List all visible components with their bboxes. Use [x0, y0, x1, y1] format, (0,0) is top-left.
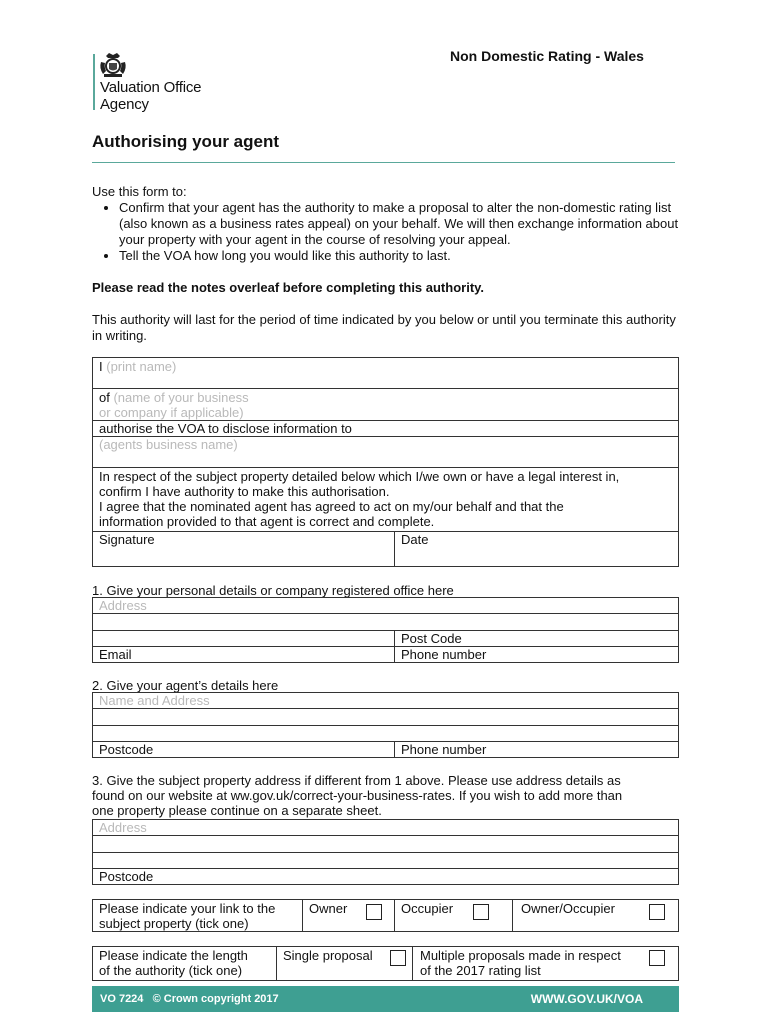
col-divider — [412, 947, 413, 980]
col-divider — [276, 947, 277, 980]
col-divider — [394, 630, 395, 662]
agent-phone-field[interactable]: Phone number — [401, 742, 487, 757]
property-link-label — [99, 901, 275, 931]
col-divider — [302, 900, 303, 931]
intro-lead: Use this form to: — [92, 184, 187, 199]
occupier-checkbox[interactable] — [473, 904, 489, 920]
statement-line: confirm I have authority to make this authorisation. — [99, 484, 390, 499]
agency-name-line2: Agency — [100, 96, 149, 113]
col-divider — [512, 900, 513, 931]
business-name-placeholder-2: or company if applicable) — [99, 405, 244, 420]
intro-bullet-list — [92, 200, 682, 264]
row-divider — [93, 741, 678, 742]
row-divider — [93, 725, 678, 726]
section3-heading — [92, 773, 682, 818]
property-address-field[interactable]: Address — [99, 820, 147, 835]
royal-crest-icon — [98, 52, 128, 78]
occupier-option-label: Occupier — [401, 901, 454, 916]
business-name-field[interactable] — [99, 390, 249, 420]
property-link-label-line: Please indicate your link to the — [99, 901, 276, 916]
footer-website-link[interactable]: WWW.GOV.UK/VOA — [530, 992, 643, 1006]
agency-logo-text — [100, 79, 201, 113]
agent-postcode-field[interactable]: Postcode — [99, 742, 154, 757]
row-divider — [93, 388, 678, 389]
signature-field[interactable]: Signature — [99, 532, 155, 547]
authorisation-statement — [99, 469, 677, 529]
business-name-placeholder: (name of your business — [113, 390, 249, 405]
agent-business-name-field[interactable]: (agents business name) — [99, 437, 238, 452]
single-proposal-checkbox[interactable] — [390, 950, 406, 966]
statement-line: information provided to that agent is correct and complete. — [99, 514, 435, 529]
authority-length-label-line: of the authority (tick one) — [99, 963, 243, 978]
authority-box — [92, 357, 679, 567]
authority-length-label — [99, 948, 248, 978]
intro-section — [92, 184, 682, 344]
agent-details-box — [92, 692, 679, 758]
owner-occupier-checkbox[interactable] — [649, 904, 665, 920]
phone-field[interactable]: Phone number — [401, 647, 487, 662]
multiple-proposals-checkbox[interactable] — [649, 950, 665, 966]
row-divider — [93, 467, 678, 468]
i-label: I — [99, 359, 103, 374]
row-divider — [93, 646, 678, 647]
owner-occupier-option-label: Owner/Occupier — [521, 901, 615, 916]
form-region: Non Domestic Rating - Wales — [450, 48, 644, 64]
property-link-label-line: subject property (tick one) — [99, 916, 249, 931]
duration-text: This authority will last for the period of time indicated by you below or until you terminate this authority in writing. — [92, 312, 676, 343]
print-name-field[interactable] — [99, 359, 176, 374]
section2-heading: 2. Give your agent’s details here — [92, 678, 279, 693]
statement-line: In respect of the subject property detailed below which I/we own or have a legal interest in, — [99, 469, 620, 484]
row-divider — [93, 835, 678, 836]
col-divider — [394, 900, 395, 931]
footer-bar — [92, 986, 679, 1012]
address-field[interactable]: Address — [99, 598, 147, 613]
section3-heading-line: one property please continue on a separate sheet. — [92, 803, 382, 818]
date-field[interactable]: Date — [401, 532, 429, 547]
agency-name-line1: Valuation Office — [100, 79, 202, 96]
authorise-text: authorise the VOA to disclose information to — [99, 421, 352, 436]
single-proposal-label: Single proposal — [283, 948, 373, 963]
row-divider — [93, 708, 678, 709]
multiple-proposals-label — [420, 948, 621, 978]
section3-heading-line: 3. Give the subject property address if different from 1 above. Please use address details as — [92, 773, 621, 788]
multiple-proposals-label-line: Multiple proposals made in respect — [420, 948, 621, 963]
email-field[interactable]: Email — [99, 647, 132, 662]
row-divider — [93, 630, 678, 631]
col-divider — [394, 741, 395, 757]
multiple-proposals-label-line: of the 2017 rating list — [420, 963, 541, 978]
property-link-box — [92, 899, 679, 932]
owner-option-label: Owner — [309, 901, 348, 916]
of-label: of — [99, 390, 110, 405]
agent-name-address-field[interactable]: Name and Address — [99, 693, 210, 708]
authority-length-box — [92, 946, 679, 981]
page-title: Authorising your agent — [92, 132, 279, 151]
subject-property-box — [92, 819, 679, 885]
section1-heading: 1. Give your personal details or company registered office here — [92, 583, 454, 598]
statement-line: I agree that the nominated agent has agreed to act on my/our behalf and that the — [99, 499, 564, 514]
owner-checkbox[interactable] — [366, 904, 382, 920]
print-name-placeholder: (print name) — [106, 359, 177, 374]
authority-length-label-line: Please indicate the length — [99, 948, 248, 963]
row-divider — [93, 531, 678, 532]
row-divider — [93, 868, 678, 869]
title-divider — [92, 162, 675, 163]
personal-details-box — [92, 597, 679, 663]
col-divider — [394, 531, 395, 566]
intro-bullet: • Tell the VOA how long you would like this authority to last. — [119, 248, 682, 264]
row-divider — [93, 613, 678, 614]
property-postcode-field[interactable]: Postcode — [99, 869, 154, 884]
postcode-field[interactable]: Post Code — [401, 631, 462, 646]
notes-warning: Please read the notes overleaf before completing this authority. — [92, 280, 485, 295]
intro-bullet: • Confirm that your agent has the authority to make a proposal to alter the non-domestic rating list (also known as a business rates appeal) on your behalf. We will then exchange information about your property with your agent in the course of resolving your appeal. — [119, 200, 682, 248]
row-divider — [93, 852, 678, 853]
logo-accent-bar — [93, 54, 95, 110]
footer-copyright: VO 7224 © Crown copyright 2017 — [100, 993, 279, 1005]
section3-heading-line: found on our website at ww.gov.uk/correct-your-business-rates. If you wish to add more than — [92, 788, 623, 803]
